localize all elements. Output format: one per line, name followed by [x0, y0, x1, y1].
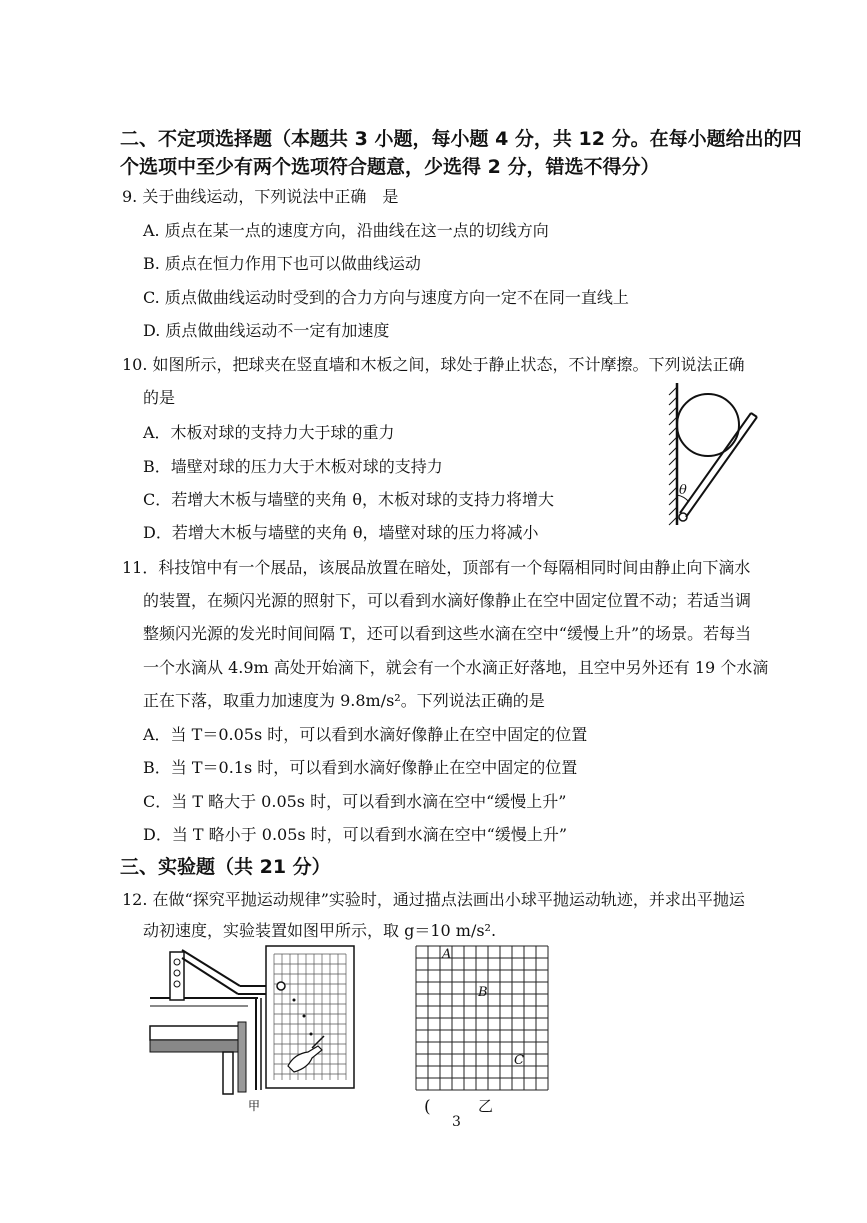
theta-label: θ	[679, 483, 687, 498]
q12-trajectory-grid-figure	[400, 938, 570, 1098]
q9-stem: 9. 关于曲线运动，下列说法中正确 是	[122, 187, 399, 206]
q11-option-a: A．当 T＝0.05s 时，可以看到水滴好像静止在空中固定的位置	[143, 725, 588, 744]
fig-yi-label: 乙	[478, 1097, 494, 1115]
q11-option-c: C．当 T 略大于 0.05s 时，可以看到水滴在空中“缓慢上升”	[143, 792, 567, 811]
point-c-label: C	[514, 1053, 524, 1068]
section3-title: 三、实验题（共 21 分）	[120, 856, 331, 878]
stray-paren: (	[424, 1097, 431, 1117]
q10-stem-line1: 10. 如图所示，把球夹在竖直墙和木板之间，球处于静止状态，不计摩擦。下列说法正确	[122, 355, 745, 374]
q9-option-b: B. 质点在恒力作用下也可以做曲线运动	[143, 254, 421, 273]
page-number: 3	[452, 1114, 461, 1130]
fig-jia-label: 甲	[248, 1099, 261, 1113]
q10-option-a: A．木板对球的支持力大于球的重力	[143, 423, 395, 442]
q11-option-d: D．当 T 略小于 0.05s 时，可以看到水滴在空中“缓慢上升”	[143, 825, 568, 844]
q12-stem-line2: 动初速度，实验装置如图甲所示，取 g＝10 m/s².	[143, 921, 497, 940]
q11-stem-line2: 的装置，在频闪光源的照射下，可以看到水滴好像静止在空中固定位置不动；若适当调	[143, 591, 752, 610]
q9-option-d: D. 质点做曲线运动不一定有加速度	[143, 321, 390, 340]
section2-title-line2: 个选项中至少有两个选项符合题意，少选得 2 分，错选不得分）	[120, 156, 660, 178]
q10-option-c: C．若增大木板与墙壁的夹角 θ，木板对球的支持力将增大	[143, 490, 554, 509]
q10-wall-ball-board-figure	[655, 375, 770, 535]
q10-option-d: D．若增大木板与墙壁的夹角 θ，墙壁对球的压力将减小	[143, 523, 539, 542]
q9-option-c: C. 质点做曲线运动时受到的合力方向与速度方向一定不在同一直线上	[143, 288, 629, 307]
q11-stem-line3: 整频闪光源的发光时间间隔 T，还可以看到这些水滴在空中“缓慢上升”的场景。若每当	[143, 624, 752, 643]
q11-stem-line1: 11．科技馆中有一个展品，该展品放置在暗处，顶部有一个每隔相同时间由静止向下滴水	[122, 558, 751, 577]
q10-option-b: B．墙壁对球的压力大于木板对球的支持力	[143, 457, 443, 476]
section2-title-line1: 二、不定项选择题（本题共 3 小题，每小题 4 分，共 12 分。在每小题给出的四	[120, 128, 802, 150]
q11-stem-line5: 正在下落，取重力加速度为 9.8m/s²。下列说法正确的是	[143, 691, 545, 710]
point-a-label: A	[442, 947, 452, 962]
point-b-label: B	[478, 985, 488, 1000]
q12-apparatus-figure	[148, 940, 363, 1113]
q9-option-a: A. 质点在某一点的速度方向，沿曲线在这一点的切线方向	[143, 221, 549, 240]
q12-stem-line1: 12. 在做“探究平抛运动规律”实验时，通过描点法画出小球平抛运动轨迹，并求出平抛运	[122, 890, 745, 909]
q11-option-b: B．当 T＝0.1s 时，可以看到水滴好像静止在空中固定的位置	[143, 758, 578, 777]
q10-stem-line2: 的是	[143, 388, 176, 407]
q11-stem-line4: 一个水滴从 4.9m 高处开始滴下，就会有一个水滴正好落地，且空中另外还有 19 个水滴	[143, 658, 769, 677]
